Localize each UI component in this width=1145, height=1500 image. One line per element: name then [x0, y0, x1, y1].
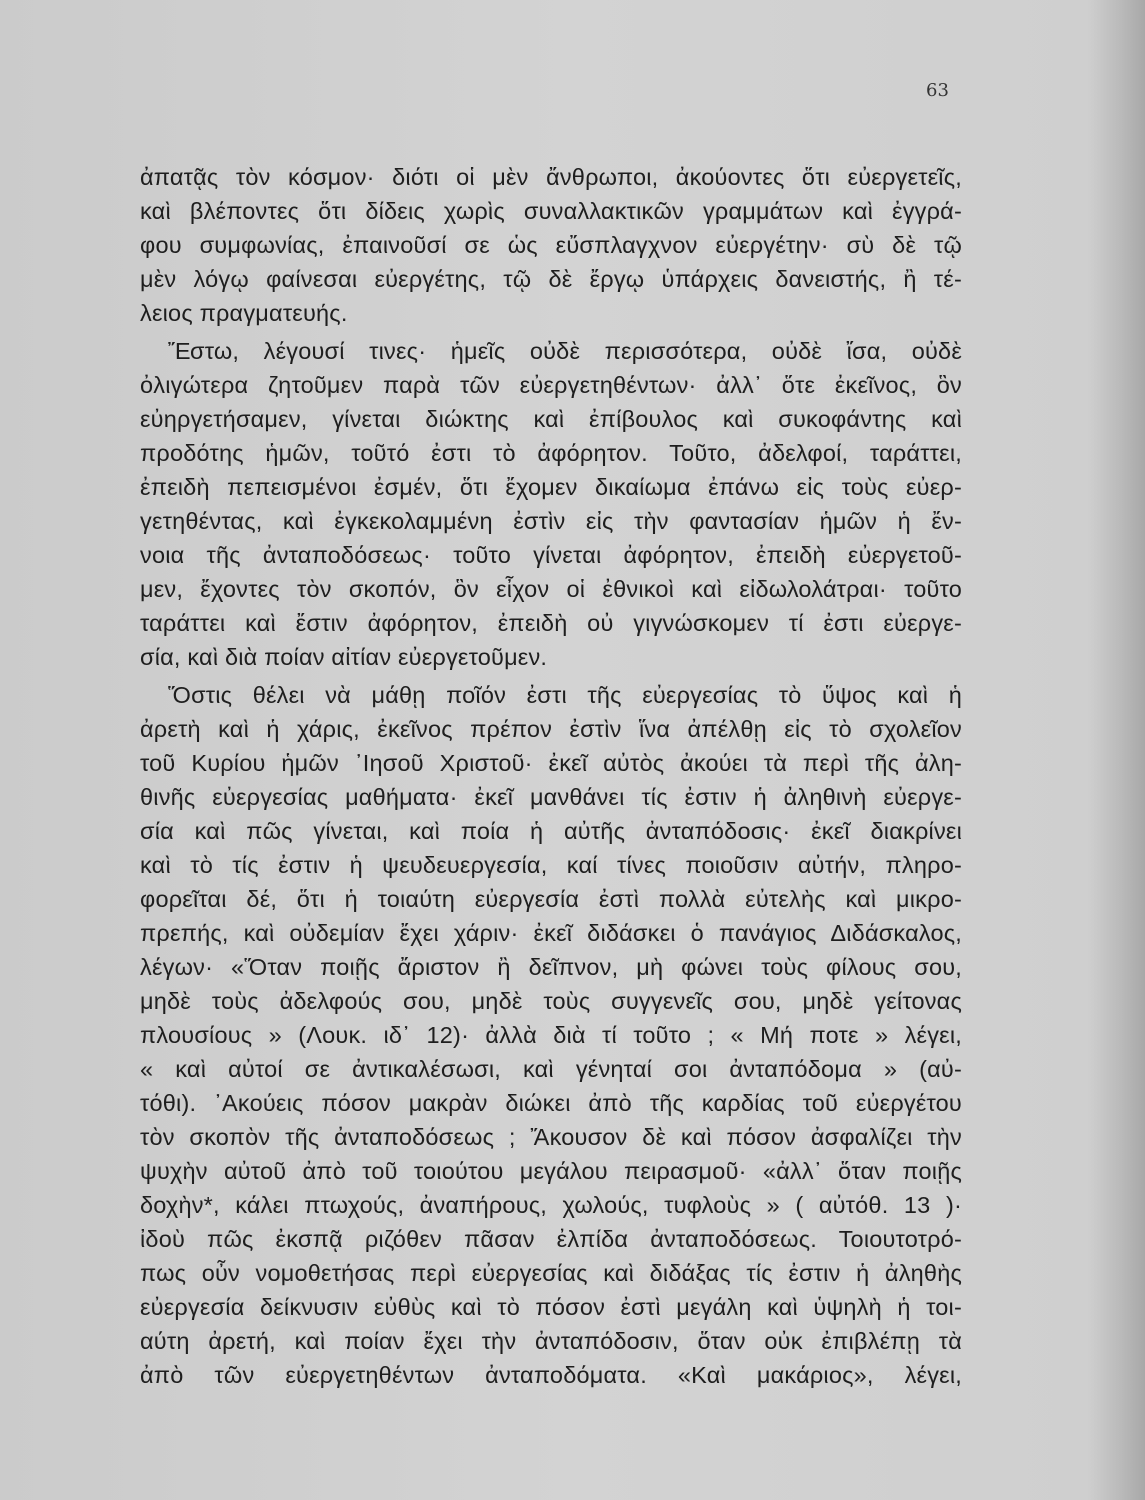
- text-line: σία, καὶ διὰ ποίαν αἰτίαν εὐεργετοῦμεν.: [140, 644, 548, 670]
- text-line: ἀρετὴ καὶ ἡ χάρις, ἐκεῖνος πρέπον ἐστὶν ἵνα ἀπέλθῃ εἰς τὸ σχολεῖον: [140, 716, 962, 742]
- text-line: δοχὴν*, κάλει πτωχούς, ἀναπήρους, χωλούς, τυφλοὺς » ( αὐτόθ. 13 )·: [140, 1192, 962, 1218]
- text-line: μεν, ἔχοντες τὸν σκοπόν, ὃν εἶχον οἱ ἐθνικοὶ καὶ εἰδωλολάτραι· τοῦτο: [140, 576, 962, 602]
- text-line: εὐηργετήσαμεν, γίνεται διώκτης καὶ ἐπίβουλος καὶ συκοφάντης καὶ: [140, 406, 962, 432]
- page-number: 63: [926, 80, 949, 101]
- text-line: θινῆς εὐεργεσίας μαθήματα· ἐκεῖ μανθάνει τίς ἐστιν ἡ ἀληθινὴ εὐεργε-: [140, 784, 962, 810]
- text-line: ἐπειδὴ πεπεισμένοι ἐσμέν, ὅτι ἔχομεν δικαίωμα ἐπάνω εἰς τοὺς εὐερ-: [140, 474, 962, 500]
- text-line: προδότης ἡμῶν, τοῦτό ἐστι τὸ ἀφόρητον. Τοῦτο, ἀδελφοί, ταράττει,: [140, 440, 962, 466]
- text-line: καὶ τὸ τίς ἐστιν ἡ ψευδευεργεσία, καί τίνες ποιοῦσιν αὐτήν, πληρο-: [140, 852, 962, 878]
- text-line: νοια τῆς ἀνταποδόσεως· τοῦτο γίνεται ἀφόρητον, ἐπειδὴ εὐεργετοῦ-: [140, 542, 962, 568]
- text-line: πλουσίους » (Λουκ. ιδ᾽ 12)· ἀλλὰ διὰ τί τοῦτο ; « Μή ποτε » λέγει,: [140, 1022, 962, 1048]
- text-line: ἀπατᾷς τὸν κόσμον· διότι οἱ μὲν ἄνθρωποι, ἀκούοντες ὅτι εὐεργετεῖς,: [140, 164, 962, 190]
- text-line: μὲν λόγῳ φαίνεσαι εὐεργέτης, τῷ δὲ ἔργῳ ὑπάρχεις δανειστής, ἢ τέ-: [140, 266, 962, 292]
- text-line: καὶ βλέποντες ὅτι δίδεις χωρὶς συναλλακτικῶν γραμμάτων καὶ ἐγγρά-: [140, 198, 962, 224]
- text-line: ἀπὸ τῶν εὐεργετηθέντων ἀνταποδόματα. «Καὶ μακάριος», λέγει,: [140, 1362, 962, 1388]
- text-line: ἰδοὺ πῶς ἐκσπᾷ ριζόθεν πᾶσαν ἐλπίδα ἀνταποδόσεως. Τοιουτοτρό-: [140, 1226, 962, 1252]
- text-line: Ἔστω, λέγουσί τινες· ἡμεῖς οὐδὲ περισσότερα, οὐδὲ ἴσα, οὐδὲ: [168, 338, 962, 364]
- text-line: μηδὲ τοὺς ἀδελφούς σου, μηδὲ τοὺς συγγενεῖς σου, μηδὲ γείτονας: [140, 988, 962, 1014]
- text-line: πρεπής, καὶ οὐδεμίαν ἔχει χάριν· ἐκεῖ διδάσκει ὁ πανάγιος Διδάσκαλος,: [140, 920, 962, 946]
- text-line: Ὅστις θέλει νὰ μάθῃ ποῖόν ἐστι τῆς εὐεργεσίας τὸ ὕψος καὶ ἡ: [168, 682, 962, 708]
- text-line: ταράττει καὶ ἔστιν ἀφόρητον, ἐπειδὴ οὐ γιγνώσκομεν τί ἐστι εὐεργε-: [140, 610, 962, 636]
- text-line: τὸν σκοπὸν τῆς ἀνταποδόσεως ; Ἄκουσον δὲ καὶ πόσον ἀσφαλίζει τὴν: [140, 1124, 962, 1150]
- text-line: φορεῖται δέ, ὅτι ἡ τοιαύτη εὐεργεσία ἐστὶ πολλὰ εὐτελὴς καὶ μικρο-: [140, 886, 962, 912]
- text-line: σία καὶ πῶς γίνεται, καὶ ποία ἡ αὐτῆς ἀνταπόδοσις· ἐκεῖ διακρίνει: [140, 818, 962, 844]
- text-line: λέγων· «Ὅταν ποιῇς ἄριστον ἢ δεῖπνον, μὴ φώνει τοὺς φίλους σου,: [140, 954, 962, 980]
- text-line: λειος πραγματευής.: [140, 300, 348, 326]
- text-line: τοῦ Κυρίου ἡμῶν ᾿Ιησοῦ Χριστοῦ· ἐκεῖ αὐτὸς ἀκούει τὰ περὶ τῆς ἀλη-: [140, 750, 962, 776]
- text-line: γετηθέντας, καὶ ἐγκεκολαμμένη ἐστὶν εἰς τὴν φαντασίαν ἡμῶν ἡ ἔν-: [140, 508, 962, 534]
- text-line: φου συμφωνίας, ἐπαινοῦσί σε ὡς εὔσπλαγχνον εὐεργέτην· σὺ δὲ τῷ: [140, 232, 962, 258]
- text-line: τόθι). ᾿Ακούεις πόσον μακρὰν διώκει ἀπὸ τῆς καρδίας τοῦ εὐεργέτου: [140, 1090, 962, 1116]
- text-line: αύτη ἀρετή, καὶ ποίαν ἔχει τὴν ἀνταπόδοσιν, ὅταν οὐκ ἐπιβλέπῃ τὰ: [140, 1328, 962, 1354]
- text-line: εὐεργεσία δείκνυσιν εὐθὺς καὶ τὸ πόσον ἐστὶ μεγάλη καὶ ὑψηλὴ ἡ τοι-: [140, 1294, 962, 1320]
- body-text: [140, 160, 962, 1392]
- text-line: « καὶ αὐτοί σε ἀντικαλέσωσι, καὶ γένηταί σοι ἀνταπόδομα » (αὐ-: [140, 1056, 962, 1082]
- text-line: πως οὖν νομοθετήσας περὶ εὐεργεσίας καὶ διδάξας τίς ἐστιν ἡ ἀληθὴς: [140, 1260, 962, 1286]
- text-line: ψυχὴν αὐτοῦ ἀπὸ τοῦ τοιούτου μεγάλου πειρασμοῦ· «ἀλλ᾽ ὅταν ποιῇς: [140, 1158, 962, 1184]
- text-line: ὀλιγώτερα ζητοῦμεν παρὰ τῶν εὐεργετηθέντων· ἀλλ᾽ ὅτε ἐκεῖνος, ὃν: [140, 372, 962, 398]
